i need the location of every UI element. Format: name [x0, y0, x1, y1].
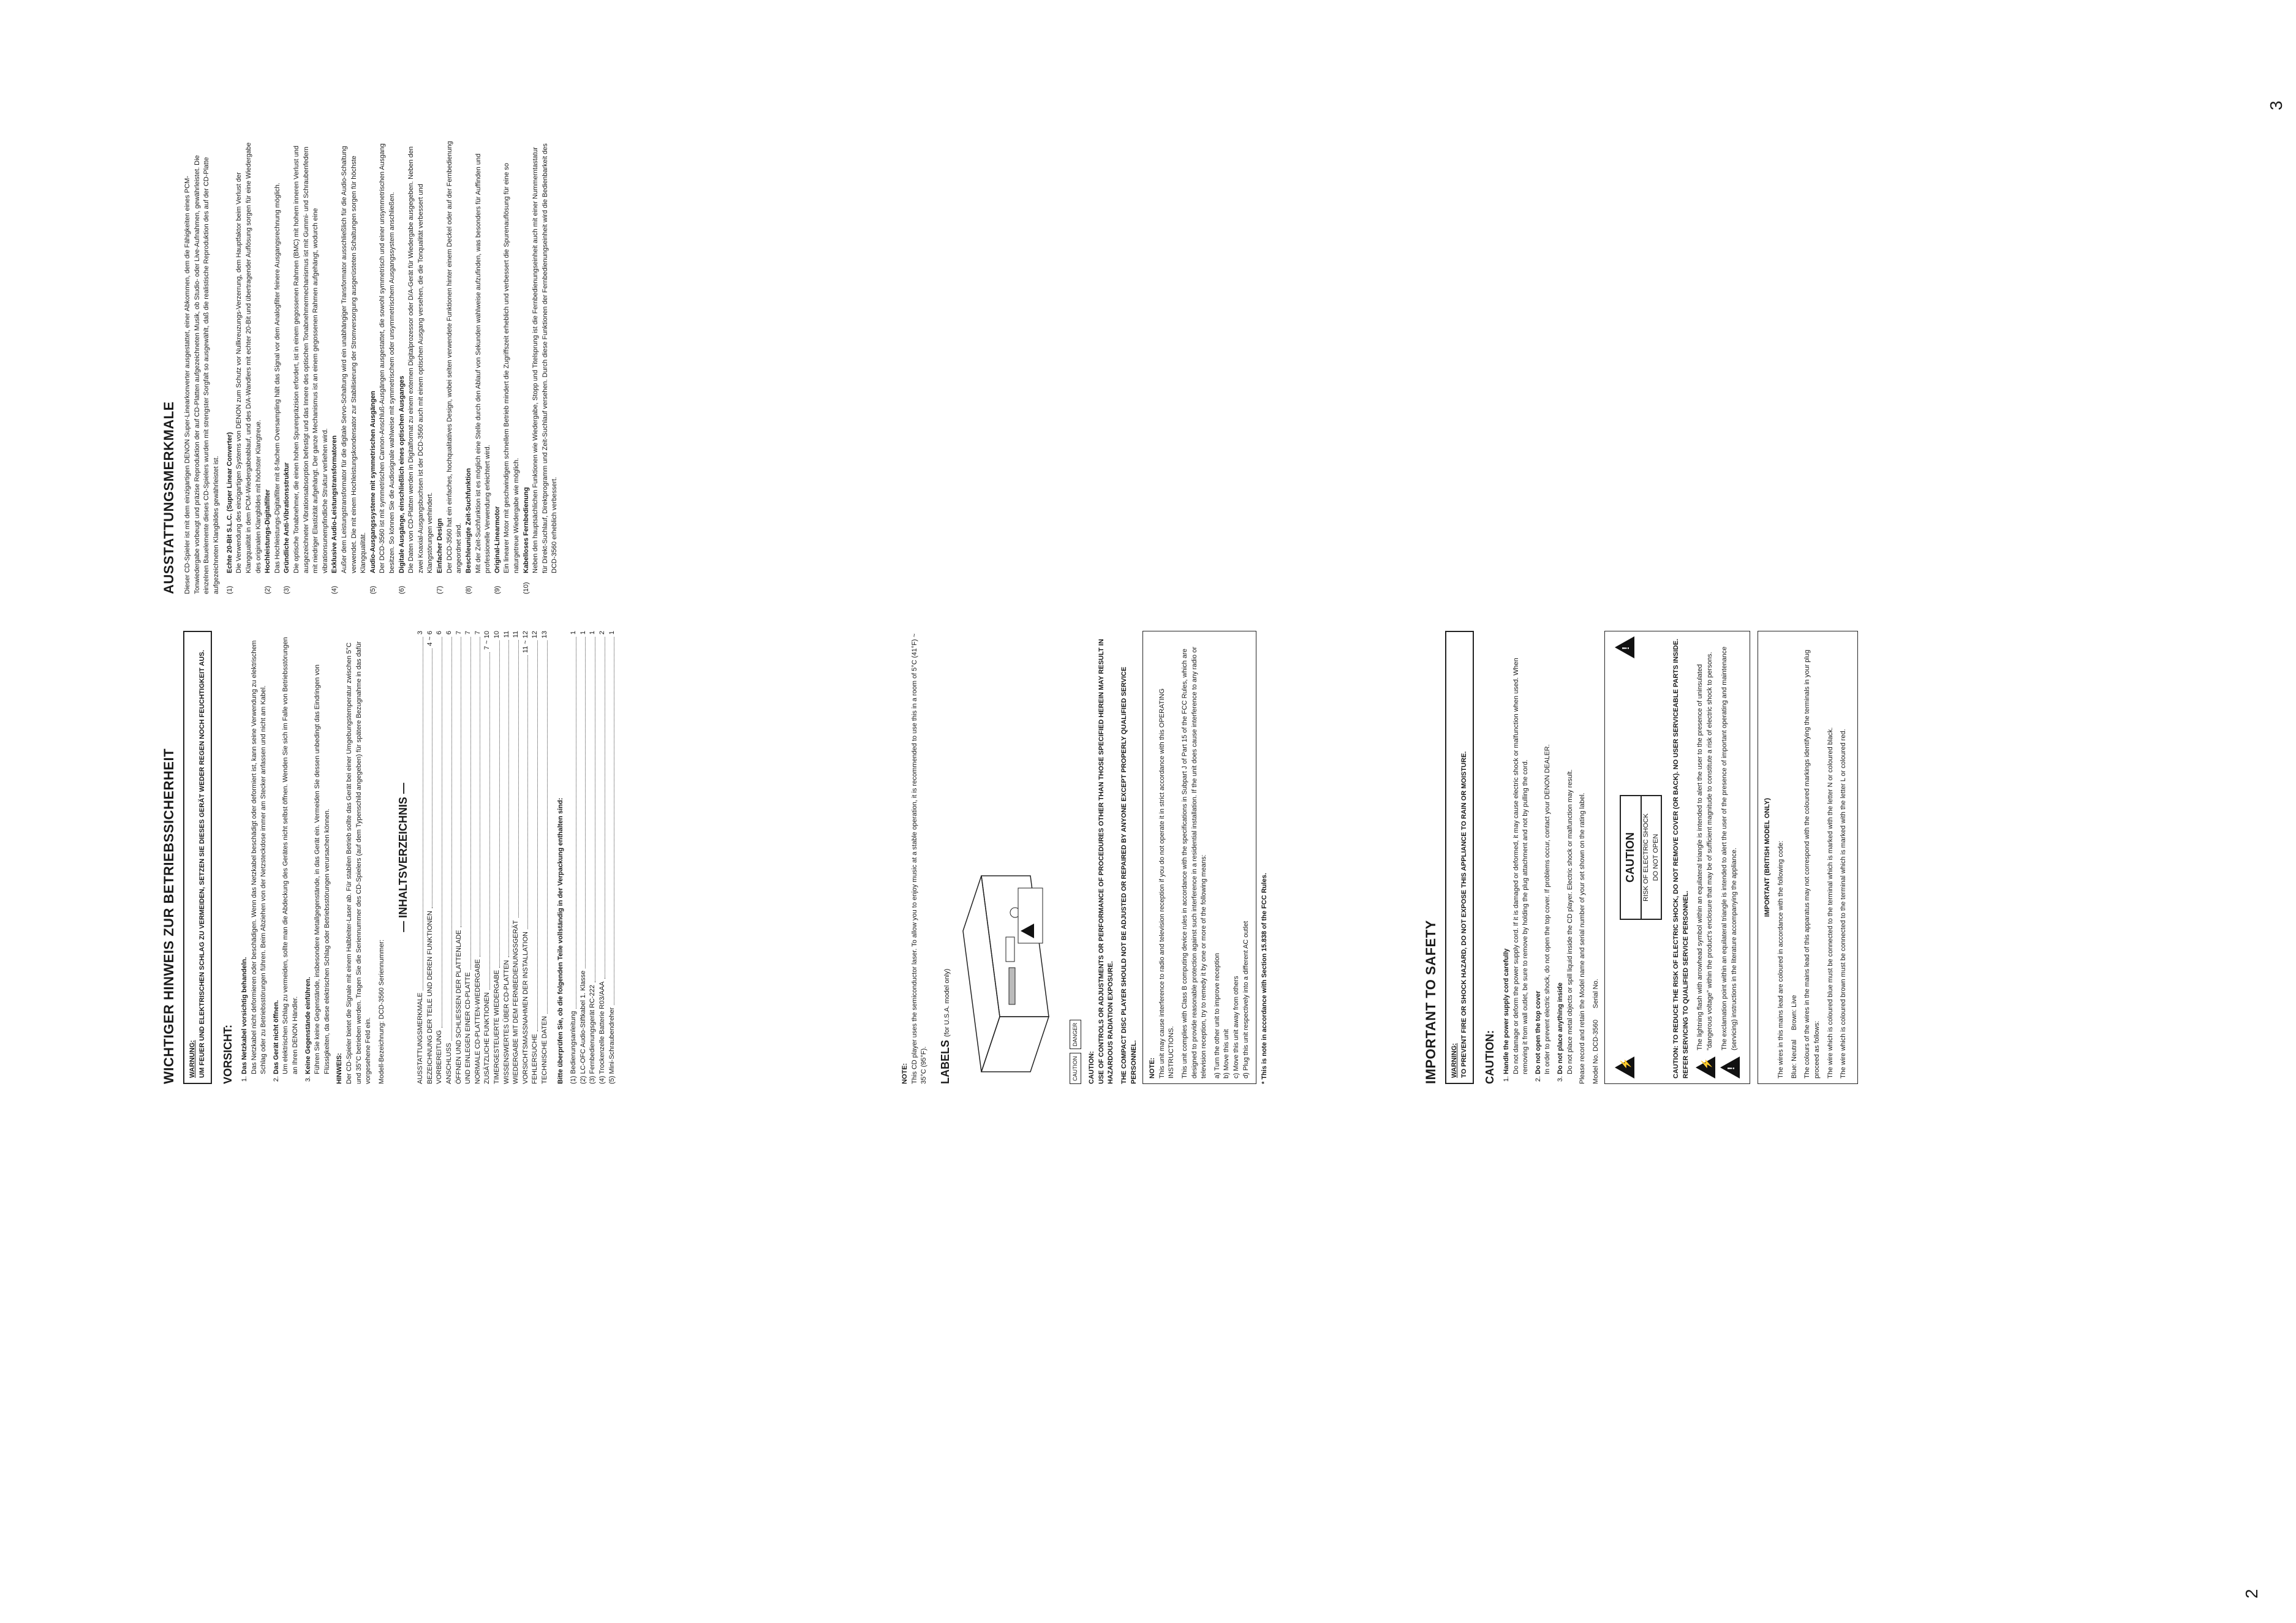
warning-box [1445, 631, 1474, 1084]
features-column [159, 141, 2120, 594]
toc-row: ANSCHLUSS 6 [445, 631, 453, 1084]
page-number-right: 3 [2267, 100, 2286, 110]
british-title: IMPORTANT (BRITISH MODEL ONLY) [1764, 797, 1772, 917]
cd-player-drawing [957, 631, 1081, 1084]
safety-column [1421, 631, 2156, 1084]
vorsicht-title: VORSICHT: [222, 1024, 235, 1084]
toc-row: (5) Mini-Schraubendreher 1 [608, 631, 616, 1084]
toc-row: (4) Trockenzelle Batterie R03/AAA 2 [599, 631, 606, 1084]
vorsicht-item: 2. Das Gerät nicht öffnen. Um elektrischen Schlag zu vermeiden, sollte man die Abdeckung des Gerätes nicht selbst öffnen. Wenden Sie sich im Falle von Betriebsstörungen an Ihren DENON Händler. [272, 631, 301, 1074]
caution-item: 1. Handle the power supply cord carefully Do not damage or deform the power supply cord. If it is damaged or deformed, it may cause electric shock or malfunction when used. When removing it from wall outlet, be sure to remove by holding the plug attachment and not by pulling the cord. [1502, 631, 1531, 1074]
features-intro: Dieser CD-Spieler ist mit dem einzigartigen DENON Super-Linearkonverter ausgestattet, einer Abkommen, dem die Fähigkeiten eines PCM-Tonwiedergabe vorbeugt und präzise Reproduktion der auf CD-Platten aufgezeichneten Musik, ob Studio- oder Live-Aufnahmen, gewährleistet. Die einzelnen Bauelemente dieses CD-Spielers wurden mit strengster Sorgfalt so ausgewählt, daß die realistische Reproduktion des auf der CD-Platte aufgezeichneten Klangbildes gewährleistet ist. [184, 155, 221, 594]
shock-warning-box [1604, 631, 1750, 1084]
german-warning-title: WARNUNG: [189, 1040, 197, 1078]
toc-row: UND EINLEGEN EINER CD-PLATTE 7 [464, 631, 472, 1084]
toc-row: (3) Fernbedienungsgerät RC-222 1 [589, 631, 597, 1084]
exclamation-text: The exclamation point within an equilateral triangle is intended to alert the user of the presence of important operating and maintenance (servicing) instructions in the literature accompanying the appliance. [1721, 646, 1739, 1050]
toc-row: TIMERGESTEUERTE WIEDERGABE 10 [493, 631, 500, 1084]
device-caution-label: CAUTION [1070, 1053, 1081, 1085]
british-text: The wire which is coloured blue must be connected to the terminal which is marked with the letter N or coloured black. [1826, 727, 1834, 1079]
german-safety-title: WICHTIGER HINWEIS ZUR BETRIEBSSICHERHEIT [161, 748, 176, 1084]
vorsicht-item: 3. Keine Gegenstände einführen. Führen Sie keine Gegenstände, insbesondere Metallgegenstände, in das Gerät ein. Vermeiden Sie dessen unbedingt das Eindringen von Flüssigkeiten, da diese elektrischen Schlag oder Betriebsstörungen verursachen können. [304, 631, 333, 1074]
note-text: This CD player uses the semiconductor laser. To allow you to enjoy music at a stable operation, it is recommended to use this in a room of 5°C (41°F) ~ 35°C (95°F). [910, 633, 928, 1084]
toc-row: TECHNISCHE DATEN 13 [541, 631, 548, 1084]
fcc-text: This unit complies with Class B computing device rules in accordance with the specifications in Subpart J of Part 15 of the FCC Rules, which are designed to provide reasonable protection against such interference in a residential installation. If the unit does cause interference to any radio or television reception, try to remedy it by one or more of the following means: [1181, 646, 1208, 1079]
features-column-head [12, 631, 153, 1084]
toc-row: BEZEICHNUNG DER TEILE UND DEREN FUNKTIONEN 4 ~ 6 [426, 631, 434, 1084]
caution-list [1502, 631, 1575, 1084]
labels-column [901, 631, 1403, 1084]
toc-row: VORSICHTSMASSNAHMEN DER INSTALLATION 11 ~ 12 [521, 631, 529, 1084]
toc-row: ÖFFNEN UND SCHLIESSEN DER PLATTENLADE 7 [455, 631, 463, 1084]
fcc-list-item: d) Plug this unit respectively into a different AC outlet [1242, 921, 1250, 1079]
device-danger-label: DANGER [1070, 1020, 1081, 1050]
feature-item: (5) Audio-Ausgangssysteme mit symmetrischen Ausgängen Der DCD-3560 ist mit symmetrischen Cannon-Anschluß-Ausgängen ausgestattet, die sowohl symmetrisch und einer unsymmetrischen Ausgang besitzen. So können Sie die Audiosignale wahlweise mit symmetrischem oder unsymmetrischem Ausgangssystem anschließen. [369, 143, 396, 594]
exclamation-symbol-icon: ! [1615, 636, 1634, 658]
feature-item: (2) Hochleistungs-Digitalfilter Das Hochleistungs-Digitalfilter mit 8-fachem Oversampling hält das Signal vor dem Analogfilter feinere Ausgangsrechnung möglich. [264, 183, 281, 594]
parts-check-head: Bitte überprüfen Sie, ob die folgenden Teile vollständig in der Verpackung enthalten sind: [556, 797, 564, 1084]
toc-title: — INHALTSVERZEICHNIS — [396, 783, 409, 932]
fcc-list-item: c) Move this unit away from others [1233, 976, 1241, 1079]
toc-row: NORMALE CD-PLATTEN-WIEDERGABE 7 [474, 631, 481, 1084]
laser-caution-text: USE OF CONTROLS OR ADJUSTMENTS OR PERFORMANCE OF PROCEDURES OTHER THAN THOSE SPECIFIED HEREIN MAY RESULT IN HAZARDOUS RADIATION EXPOSURE. [1097, 639, 1115, 1084]
toc-row: (2) LC-OFC Audio-Stiftkabel 1. Klasse 1 [579, 631, 587, 1084]
parts-list [569, 631, 617, 1084]
toc-row: AUSSTATTUNGSMERKMALE 3 [417, 631, 425, 1084]
labels-title: LABELS (for U.S.A. model only) [938, 968, 951, 1084]
vorsicht-list [240, 631, 332, 1084]
fcc-list-item: a) Turn the other unit to improve reception [1213, 953, 1221, 1079]
vorsicht-item: 1. Das Netzkabel vorsichtig behandeln. Das Netzkabel nicht deformieren oder beschädigen. Wenn das Netzkabel beschädigt oder deformiert ist, kann seine Verwendung zu elektrischem Schlag oder zu Betriebsstörungen führen. Beim Abziehen von der Netzsteckdose immer am Stecker anfassen und nicht am Kabel. [240, 631, 269, 1074]
caution-title: CAUTION: [1484, 1030, 1497, 1084]
safety-title: IMPORTANT TO SAFETY [1423, 920, 1438, 1084]
toc-row: FEHLERSUCHE 12 [531, 631, 539, 1084]
lightning-symbol-icon: ⚡ [1615, 1056, 1634, 1079]
fcc-note-box [1142, 631, 1256, 1084]
model-line: Model No. DCD-3560 Serial No. [1592, 979, 1599, 1084]
feature-item: (3) Gründliche Anti-Vibrationsstruktur Die optische Tonabnehmer, die einen hohen Spurenpräzision erfordert, ist in einem gegossenen Rahmen (BMC) mit hohem inneren Verlust und ausgezeichneter Vibrationsabsorption befestigt und das Innere des optischen Tonabnehmermechanismus ist mit Gummi- und Schraubenfedern mit niedriger Elastizität aufgehängt. Der ganze Mechanismus ist an einem gegossenen Rahmen aufgehängt, wodurch eine vibrationsunempfindliche Struktur verliehen wird. [283, 145, 329, 594]
toc-row: WIEDERGABE MIT DEM FERNBEDIENUNGSGERÄT 11 [512, 631, 520, 1084]
fcc-text: This unit may cause interference to radio and television reception if you do not operate it in strict accordance with this OPERATING INSTRUCTIONS. [1158, 688, 1176, 1079]
shock-caution: CAUTION: TO REDUCE THE RISK OF ELECTRIC SHOCK, DO NOT REMOVE COVER (OR BACK). NO USER SERVICEABLE PARTS INSIDE. REFER SERVICING TO QUALIFIED SERVICE PERSONNEL. [1672, 638, 1690, 1079]
warning-text: TO PREVENT FIRE OR SHOCK HAZARD, DO NOT EXPOSE THIS APPLIANCE TO RAIN OR MOISTURE. [1460, 751, 1468, 1078]
note-head: NOTE: [901, 1063, 908, 1084]
record-text: Please record and retain the Model name and serial number of your set shown on the rating label. [1579, 793, 1587, 1084]
british-text: The wire which is coloured brown must be connected to the terminal which is marked with the letter L or coloured red. [1840, 729, 1848, 1079]
exclamation-symbol-icon: ! [1720, 1056, 1740, 1079]
features-list [225, 141, 560, 594]
lightning-text: The lightning flash with arrowhead symbol within an equilateral triangle is intended to alert the user to the presence of uninsulated "dangerous voltage" within the product's enclosure that may be of sufficient magnitude to constitute a risk of electric shock to persons. [1696, 652, 1714, 1050]
feature-item: (10) Kabelloses Fernbedienung Neben den hauptsächlichen Funktionen wie Wiedergabe, Stopp und Titelsprung ist die Fernbedienungseinheit auch mit einer Nummerntastatur für Direkt-Suchlauf, Direktprogramm und Zeit-Suchlauf versehen. Durch diese Funktionen der Fernbedienungseinheit wird die Bedienbarkeit des DCD-3560 erheblich verbessert. [522, 143, 559, 594]
toc-list [416, 631, 550, 1084]
toc-row: (1) Bedienungsanleitung 1 [570, 631, 578, 1084]
german-safety-column [159, 631, 882, 1084]
british-codes: Blue: Neutral Brown: Live [1790, 995, 1798, 1079]
british-text: The wires in this mains lead are coloured in accordance with the following code: [1777, 840, 1785, 1079]
features-title: AUSSTATTUNGSMERKMALE [161, 401, 176, 594]
warning-title: WARNING: [1451, 1043, 1459, 1078]
fcc-list-item: b) Move this unit [1223, 1029, 1231, 1079]
feature-item: (1) Echte 20-Bit S.L.C. (Super Linear Converter) Die Verwendung des einzigartigen Systems von DENON zum Schutz vor Nullkreuzungs-Verzerrung, dem Hauptfaktor beim Verlust der Klangqualität in dem PCM-Wiedergabeablauf, und des D/A-Wandlers mit echter 20-Bit und übertragender Auflösung sorgen für eine Wiedergabe des originalen Klangbildes mit höchster Klangtreue. [225, 142, 262, 594]
german-warning-text: UM FEUER UND ELEKTRISCHEN SCHLAG ZU VERMEIDEN, SETZEN SIE DIESES GERÄT WEDER REGEN NOCH FEUCHTIGKEIT AUS. [198, 650, 206, 1078]
feature-item: (4) Exklusive Audio-Leistungstransformatoren Außer dem Leistungstransformator für die digitale Servo-Schaltung wird ein unabhängiger Transformator ausschließlich für die Audio-Schaltung verwendet. Die mit einem Hochleistungskondensator zur Stabilisierung der Stromversorgung ausgerüsteten Schaltungen sorgen für höchste Klangqualität. [331, 146, 368, 594]
toc-row: WISSENSWERTES ÜBER CD-PLATTEN 11 [502, 631, 510, 1084]
german-warning-box [183, 631, 212, 1084]
feature-item: (7) Einfacher Design Der DCD-3560 hat ein einfaches, hochqualitatives Design, wobei selten verwendete Funktionen hinter einem Deckel oder auf der Fernbedienung angeordnet sind. [436, 141, 463, 594]
fcc-note-head: NOTE: [1149, 1057, 1157, 1079]
fcc-foot: * This is note in accordance with Section 15.838 of the FCC Rules. [1261, 873, 1269, 1084]
german-model-line: Modell-Bezeichnung: DCD-3560 Seriennummer: [377, 939, 385, 1084]
british-box [1758, 631, 1857, 1084]
hinweis-text: Der CD-Spieler bietet die Signale mit einem Halbleiter-Laser ab. Für stabilen Betrieb sollte das Gerät bei einer Umgebungstemperatur zwischen 5°C und 35°C betrieben werden. Tragen Sie die Seriennummer des CD-Spielers (auf dem Typenschild angegeben) für spätere Bezugnahme in das dafür vorgesehene Feld ein. [346, 641, 372, 1084]
lightning-symbol-icon: ⚡ [1696, 1056, 1715, 1079]
caution-item: 3. Do not place anything inside Do not place metal objects or spill liquid inside the CD player. Electric shock or malfunction may result. [1556, 631, 1575, 1074]
toc-row: VORBEREITUNG 6 [436, 631, 444, 1084]
british-text: The colours of the wires in the mains lead of this apparatus may not correspond with the coloured markings identifying the terminals in your plug proceed as follows: [1803, 649, 1821, 1079]
caution-label: CAUTION RISK OF ELECTRIC SHOCK DO NOT OPEN [1620, 795, 1662, 920]
caution-item: 2. Do not open the top cover In order to prevent electric shock, do not open the top cover. If problems occur, contact your DENON DEALER. [1534, 631, 1553, 1074]
toc-row: ZUSÄTZLICHE FUNKTIONEN 7 ~ 10 [483, 631, 491, 1084]
page-number-left: 2 [2242, 1589, 2261, 1599]
hinweis-head: HINWEIS: [336, 1053, 344, 1084]
feature-item: (8) Beschleunigte Zeit-Suchfunktion Mit der Zeit-Suchfunktion ist es möglich eine Stelle durch den Ablauf von Sekunden wahlweise aufzufinden, was besonders für Auffinden und professionelle Verwendung erleichtert wird. [464, 153, 492, 594]
service-text: THE COMPACT DISC PLAYER SHOULD NOT BE ADJUSTED OR REPAIRED BY ANYONE EXCEPT PROPERLY QUALIFIED SERVICE PERSONNEL. [1120, 666, 1138, 1084]
feature-item: (9) Original-Linearmotor Ein linearer Motor mit geschwindigem schnellem Betrieb mindert die Zugriffszeit erheblich und verbessert die Spurenauflösung für eine so naturgetreue Wiedergabe wie möglich. [493, 163, 520, 594]
feature-item: (6) Digitale Ausgänge, einschließlich eines optischen Ausganges Die Daten von CD-Platten werden in Digitalformat zu einem externen Digitalprozessor oder D/A-Gerät für Wiedergabe ausgegeben. Neben den zwei Koaxial-Ausgangsbuchsen ist der DCD-3560 auch mit einem optischen Ausgang versehen, die die Tonqualität verbessert und Klangstörungen verhindert. [398, 146, 434, 594]
serial-line: Serial No. [1592, 979, 1599, 1009]
laser-caution-head: CAUTION: [1088, 1051, 1096, 1084]
